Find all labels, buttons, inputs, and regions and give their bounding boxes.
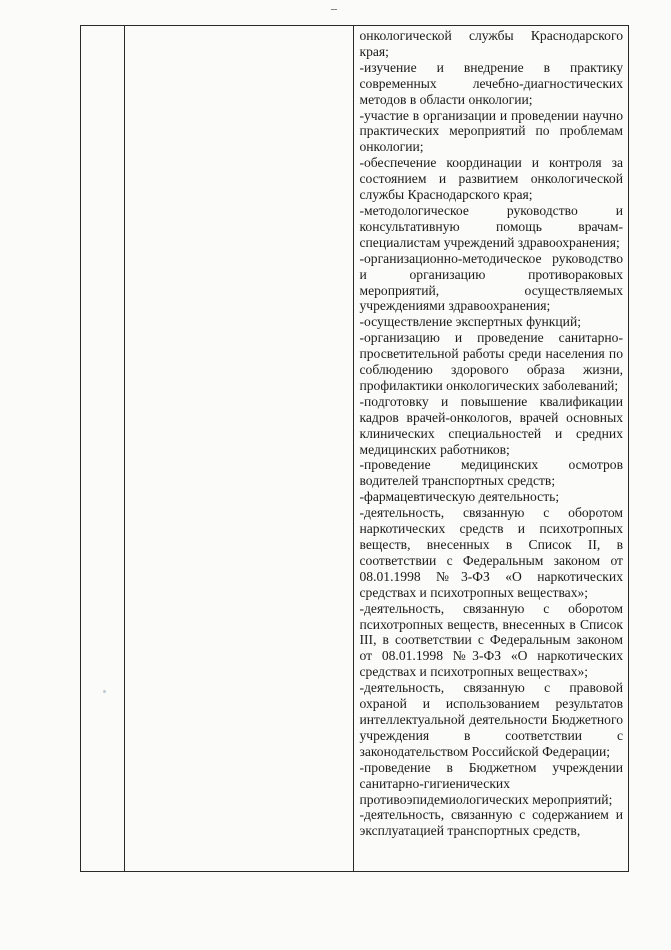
table-cell-number xyxy=(81,26,125,872)
activity-paragraph: -деятельность, связанную с содержанием и эксплуатацией транспортных средств, xyxy=(359,807,623,839)
activity-paragraph: -деятельность, связанную с правовой охраной и использованием результатов интеллектуальной деятельности Бюджетного учреждения в соответствии с законодательством Российской Федерации; xyxy=(359,680,623,759)
activity-paragraph: -деятельность, связанную с оборотом психотропных веществ, внесенных в Список III, в соответствии с Федеральным законом от 08.01.1998 №3-ФЗ «О наркотических средствах и психотропных веществах»; xyxy=(359,600,623,680)
table-cell-name xyxy=(125,26,354,872)
activity-paragraph: -методологическое руководство и консультативную помощь врачам-специалистам учреждений здравоохранения; xyxy=(359,202,623,250)
activity-paragraph: -обеспечение координации и контроля за состоянием и развитием онкологической службы Краснодарского края; xyxy=(359,155,623,203)
scan-speck xyxy=(103,690,106,693)
activity-paragraph: -изучение и внедрение в практику современных лечебно-диагностических методов в области онкологии; xyxy=(359,59,623,107)
activity-paragraph: -организационно-методическое руководство и организацию противораковых мероприятий, осуществляемых учреждениями здравоохранения; xyxy=(359,250,623,314)
activity-paragraph: онкологической службы Краснодарского края; xyxy=(359,28,623,59)
activity-paragraph: -осуществление экспертных функций; xyxy=(359,314,581,330)
table-row xyxy=(81,26,629,872)
activity-paragraph: -проведение медицинских осмотров водителей транспортных средств; xyxy=(359,457,623,489)
activity-paragraph: -деятельность, связанную с оборотом наркотических средств и психотропных веществ, внесенных в Список II, в соответствии с Федеральным законом от 08.01.1998 №3-ФЗ «О наркотических средствах и психотропных веществах»; xyxy=(359,505,623,600)
activity-paragraph: -подготовку и повышение квалификации кадров врачей-онкологов, врачей основных клинических специальностей и средних медицинских работников; xyxy=(359,393,623,457)
activity-paragraph: -проведение в Бюджетном учреждении санитарно-гигиенических противоэпидемиологических мероприятий; xyxy=(359,759,623,807)
activities-list xyxy=(354,26,628,839)
activity-paragraph: -организацию и проведение санитарно-просветительной работы среди населения по соблюдению здорового образа жизни, профилактики онкологических заболеваний; xyxy=(359,330,623,393)
activity-paragraph: -фармацевтическую деятельность; xyxy=(359,489,560,505)
activity-paragraph: -участие в организации и проведении научно практических мероприятий по проблемам онкологии; xyxy=(359,107,623,155)
table-cell-activities xyxy=(354,26,629,872)
page-marker: – xyxy=(331,1,337,15)
document-table xyxy=(80,25,629,872)
